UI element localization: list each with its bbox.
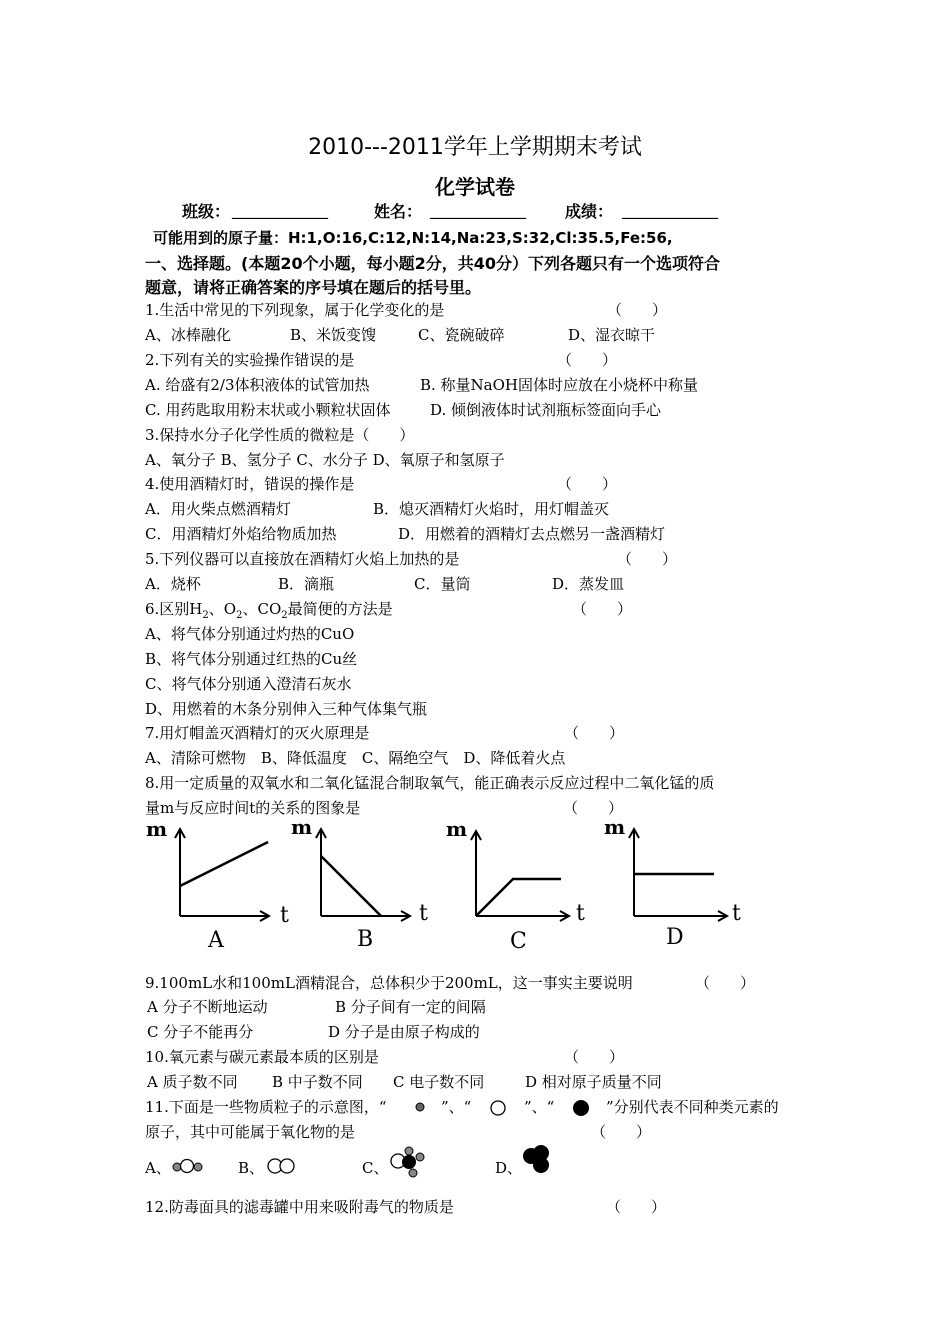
molecule-a-icon — [171, 1155, 207, 1179]
molecule-c-icon — [387, 1145, 431, 1179]
graph-c-label: C — [510, 929, 527, 954]
q5-answer-bracket[interactable]: （ ） — [617, 550, 678, 568]
q1-option-c: C、瓷碗破碎 — [418, 326, 505, 344]
graph-b-curve — [321, 856, 381, 916]
q8-stem-line2: 量m与反应时间t的关系的图象是 — [145, 799, 361, 817]
graph-a — [140, 812, 300, 957]
q12-answer-bracket[interactable]: （ ） — [606, 1198, 667, 1216]
q6-answer-bracket[interactable]: （ ） — [572, 600, 633, 618]
graph-a-label: A — [208, 928, 224, 953]
q4-option-b: B．熄灭酒精灯火焰时，用灯帽盖灭 — [373, 500, 610, 518]
q9-option-a: A 分子不断地运动 — [147, 998, 268, 1016]
atomic-masses: 可能用到的原子量：H:1,O:16,C:12,N:14,Na:23,S:32,Cl:35.5,Fe:56, — [153, 229, 673, 247]
graph-b-xlabel: t — [419, 901, 428, 926]
q5-option-c: C．量筒 — [414, 575, 471, 593]
q11-option-a-label: A、 — [145, 1159, 171, 1177]
q1-answer-bracket[interactable]: （ ） — [607, 301, 668, 319]
q5-option-d: D．蒸发皿 — [552, 575, 625, 593]
graph-c-curve — [476, 879, 561, 916]
q10-option-d: D 相对原子质量不同 — [525, 1073, 662, 1091]
q2-option-d: D. 倾倒液体时试剂瓶标签面向手心 — [430, 401, 662, 419]
q11-answer-bracket[interactable]: （ ） — [591, 1123, 652, 1141]
q11-option-c-label: C、 — [362, 1159, 389, 1177]
graph-c — [440, 812, 600, 957]
q9-option-b: B 分子间有一定的间隔 — [335, 998, 486, 1016]
q1-option-d: D、湿衣晾干 — [568, 326, 656, 344]
q2-option-a: A. 给盛有2/3体积液体的试管加热 — [145, 376, 370, 394]
graph-d-ylabel: m — [604, 815, 626, 839]
q3-options: A、氧分子 B、氢分子 C、水分子 D、氧原子和氢原子 — [145, 451, 505, 469]
score-label: 成绩： — [565, 202, 614, 221]
q11-option-d-label: D、 — [495, 1159, 523, 1177]
q1-stem: 1.生活中常见的下列现象，属于化学变化的是 — [145, 301, 445, 319]
graph-d-xlabel: t — [732, 901, 741, 926]
q11-stem-line2: 原子，其中可能属于氧化物的是 — [145, 1123, 356, 1141]
graph-d-label: D — [666, 925, 684, 950]
graph-b-ylabel: m — [291, 815, 313, 839]
q4-option-a: A．用火柴点燃酒精灯 — [145, 500, 291, 518]
q7-answer-bracket[interactable]: （ ） — [564, 724, 625, 742]
q2-stem: 2.下列有关的实验操作错误的是 — [145, 351, 355, 369]
q6-stem: 6.区别$H_2$、$O_2$、$CO_2$最简便的方法是 — [145, 600, 393, 621]
q4-option-d: D．用燃着的酒精灯去点燃另一盏酒精灯 — [398, 525, 666, 543]
name-label: 姓名： — [374, 202, 423, 221]
small-atom-icon — [412, 1099, 428, 1115]
q11-stem-part3: ”、“ — [524, 1098, 555, 1116]
graph-a-curve — [180, 842, 268, 886]
q12-stem: 12.防毒面具的滤毒罐中用来吸附毒气的物质是 — [145, 1198, 454, 1216]
q11-stem-part2: ”、“ — [441, 1098, 472, 1116]
score-blank[interactable]: ____________ — [622, 200, 718, 219]
class-blank[interactable]: ____________ — [232, 200, 328, 219]
page-title: 2010---2011学年上学期期末考试 — [308, 135, 642, 160]
q5-option-a: A．烧杯 — [145, 575, 201, 593]
q11-stem-part1: 11.下面是一些物质粒子的示意图，“ — [145, 1098, 387, 1116]
q9-stem: 9.100mL水和100mL酒精混合，总体积少于200mL，这一事实主要说明 — [145, 974, 633, 992]
q8-stem-line1: 8.用一定质量的双氧水和二氧化锰混合制取氧气，能正确表示反应过程中二氧化锰的质 — [145, 774, 715, 792]
q9-option-c: C 分子不能再分 — [147, 1023, 254, 1041]
q2-option-b: B. 称量NaOH固体时应放在小烧杯中称量 — [420, 376, 699, 394]
q6-option-a: A、将气体分别通过灼热的CuO — [145, 625, 355, 643]
name-blank[interactable]: ____________ — [430, 200, 526, 219]
q10-option-c: C 电子数不同 — [393, 1073, 485, 1091]
q6-option-b: B、将气体分别通过红热的Cu丝 — [145, 650, 358, 668]
graph-a-ylabel: m — [146, 817, 168, 841]
molecule-d-icon — [520, 1144, 556, 1176]
section-heading-line2: 题意，请将正确答案的序号填在题后的括号里。 — [145, 278, 482, 297]
section-heading-line1: 一、选择题。(本题20个小题，每小题2分，共40分）下列各题只有一个选项符合 — [145, 254, 720, 273]
q5-option-b: B．滴瓶 — [278, 575, 335, 593]
q11-stem-part4: ”分别代表不同种类元素的 — [606, 1098, 779, 1116]
graph-a-xlabel: t — [280, 903, 289, 928]
q9-option-d: D 分子是由原子构成的 — [328, 1023, 480, 1041]
q10-stem: 10.氧元素与碳元素最本质的区别是 — [145, 1048, 379, 1066]
white-atom-icon — [488, 1098, 508, 1118]
graph-b — [285, 810, 445, 955]
q5-stem: 5.下列仪器可以直接放在酒精灯火焰上加热的是 — [145, 550, 460, 568]
q11-option-b-label: B、 — [238, 1159, 265, 1177]
q10-option-a: A 质子数不同 — [147, 1073, 238, 1091]
graph-b-label: B — [357, 927, 374, 952]
q6-option-d: D、用燃着的木条分别伸入三种气体集气瓶 — [145, 700, 428, 718]
graph-d — [598, 810, 758, 955]
q4-answer-bracket[interactable]: （ ） — [557, 475, 618, 493]
q4-stem: 4.使用酒精灯时，错误的操作是 — [145, 475, 355, 493]
q10-answer-bracket[interactable]: （ ） — [564, 1048, 625, 1066]
page-subtitle: 化学试卷 — [435, 175, 515, 199]
q8-answer-bracket[interactable]: （ ） — [563, 799, 624, 817]
q2-option-c: C. 用药匙取用粉末状或小颗粒状固体 — [145, 401, 391, 419]
molecule-b-icon — [266, 1154, 298, 1178]
q2-answer-bracket[interactable]: （ ） — [557, 351, 618, 369]
q6-option-c: C、将气体分别通入澄清石灰水 — [145, 675, 352, 693]
graph-c-ylabel: m — [446, 817, 468, 841]
q7-stem: 7.用灯帽盖灭酒精灯的灭火原理是 — [145, 724, 370, 742]
q7-options: A、清除可燃物 B、降低温度 C、隔绝空气 D、降低着火点 — [145, 749, 566, 767]
q3-stem: 3.保持水分子化学性质的微粒是（ ） — [145, 426, 415, 444]
graph-c-xlabel: t — [576, 901, 585, 926]
q9-answer-bracket[interactable]: （ ） — [695, 974, 756, 992]
q1-option-b: B、米饭变馊 — [290, 326, 377, 344]
q10-option-b: B 中子数不同 — [272, 1073, 363, 1091]
black-atom-icon — [570, 1097, 592, 1119]
class-label: 班级： — [182, 202, 231, 221]
q4-option-c: C．用酒精灯外焰给物质加热 — [145, 525, 337, 543]
q1-option-a: A、冰棒融化 — [145, 326, 231, 344]
